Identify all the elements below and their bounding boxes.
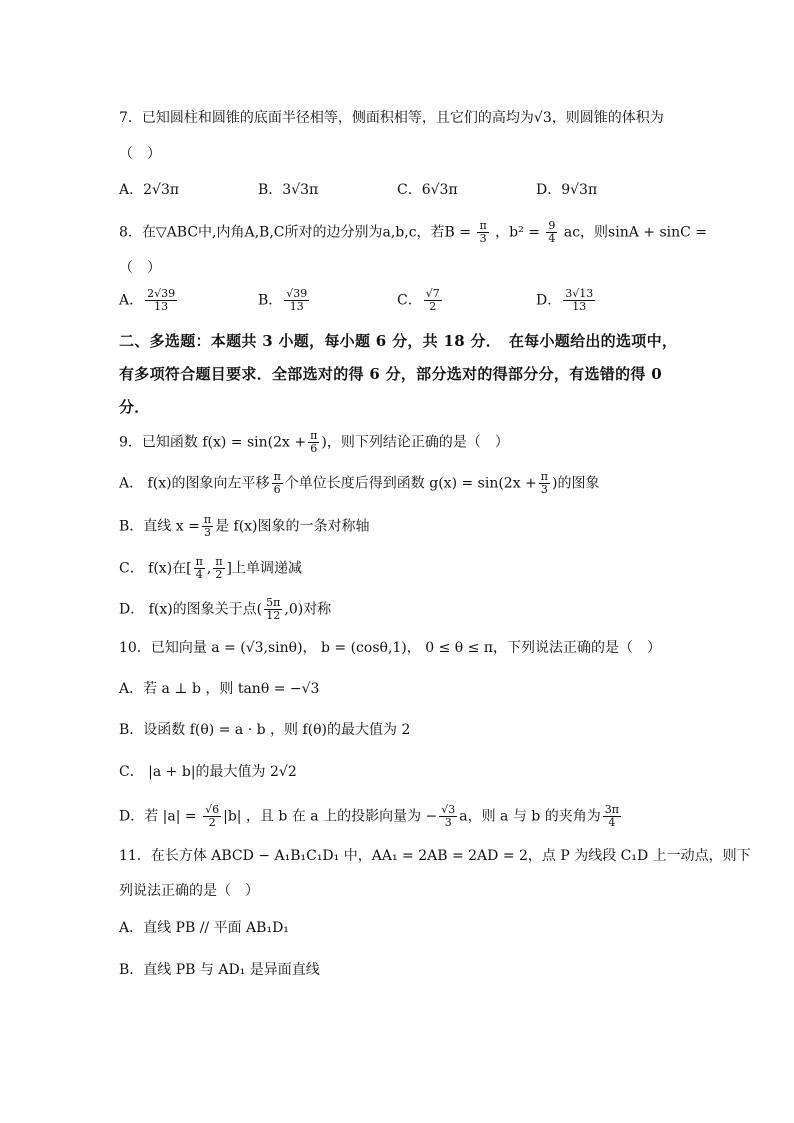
section2-line2: 有多项符合题目要求．全部选对的得 6 分，部分选对的得部分分，有选错的得 0	[119, 365, 662, 383]
q8-stem-a: 8．在▽ABC中,内角A,B,C所对的边分别为a,b,c，若B =	[119, 224, 472, 241]
section2-line3: 分．	[119, 398, 150, 416]
q9-option-b: B．直线 x = $\frac{\pi}{3}$ 是 f(x)图象的一条对称轴	[119, 513, 370, 539]
q10-option-d: D．若 |a| = $\frac{√6}{2}$ |b| ，且 b 在 a 上的投影向量为 − $\frac{√3}{3}$ a，则 a 与 b 的夹角为 $\frac{3\pi}{4}$	[119, 803, 619, 829]
q8-stem-e: ac，则sinA + sinC =	[563, 224, 708, 241]
q11-option-b: B．直线 PB 与 AD₁ 是异面直线	[119, 962, 320, 978]
q9-option-c: C． f(x)在[ $\frac{\pi}{4}$ , $\frac{\pi}{2}$ ]上单调递减	[119, 555, 303, 581]
q9-option-d: D． f(x)的图象关于点( $\frac{5\pi}{12}$ ,0)对称	[119, 596, 332, 622]
q8-stem-c: ，b² =	[495, 224, 540, 241]
q7-stem: 7．已知圆柱和圆锥的底面半径相等，侧面积相等，且它们的高均为√3，则圆锥的体积为	[119, 110, 664, 126]
q8-stem	[119, 220, 707, 245]
section2-line1: 二、多选题：本题共 3 小题，每小题 6 分，共 18 分． 在每小题给出的选项中，	[119, 332, 678, 350]
q11-stem-line1: 11．在长方体 ABCD − A₁B₁C₁D₁ 中，AA₁ = 2AB = 2AD = 2，点 P 为线段 C₁D 上一动点，则下	[119, 848, 751, 864]
q9-stem: 9．已知函数 f(x) = sin(2x + $\frac{\pi}{6}$ )，则下列结论正确的是（ ）	[119, 429, 509, 455]
q10-option-c: C． |a + b|的最大值为 2√2	[119, 764, 297, 780]
q7-paren: （ ）	[119, 146, 161, 162]
q7-option-c: C．6√3π	[397, 182, 458, 198]
q8-paren: （ ）	[119, 260, 161, 276]
q10-stem: 10．已知向量 a = (√3,sinθ)， b = (cosθ,1)， 0 ≤ θ ≤ π，下列说法正确的是（ ）	[119, 640, 662, 656]
q11-option-a: A．直线 PB // 平面 AB₁D₁	[119, 920, 289, 936]
q11-stem-line2: 列说法正确的是（ ）	[119, 883, 259, 899]
q8-option-c: C． $\frac{√7}{2}$	[397, 287, 440, 313]
q10-option-a: A．若 a ⊥ b ，则 tanθ = −√3	[119, 681, 320, 697]
q7-option-b: B．3√3π	[258, 182, 319, 198]
q8-fraction-b: $\frac{\pi}{3}$	[479, 219, 487, 245]
q8-option-b: B． $\frac{√39}{13}$	[258, 287, 308, 313]
q7-option-d: D．9√3π	[536, 182, 598, 198]
q7-option-a: A．2√3π	[119, 182, 180, 198]
q8-option-d: D． $\frac{3√13}{13}$	[536, 287, 594, 313]
q9-option-a: A． f(x)的图象向左平移 $\frac{\pi}{6}$ 个单位长度后得到函数 g(x) = sin(2x + $\frac{\pi}{3}$ )的图象	[119, 470, 600, 496]
q8-fraction-d: $\frac{9}{4}$	[548, 219, 556, 245]
q8-option-a: A． $\frac{2√39}{13}$	[119, 287, 176, 313]
q10-option-b: B．设函数 f(θ) = a · b ，则 f(θ)的最大值为 2	[119, 722, 411, 738]
